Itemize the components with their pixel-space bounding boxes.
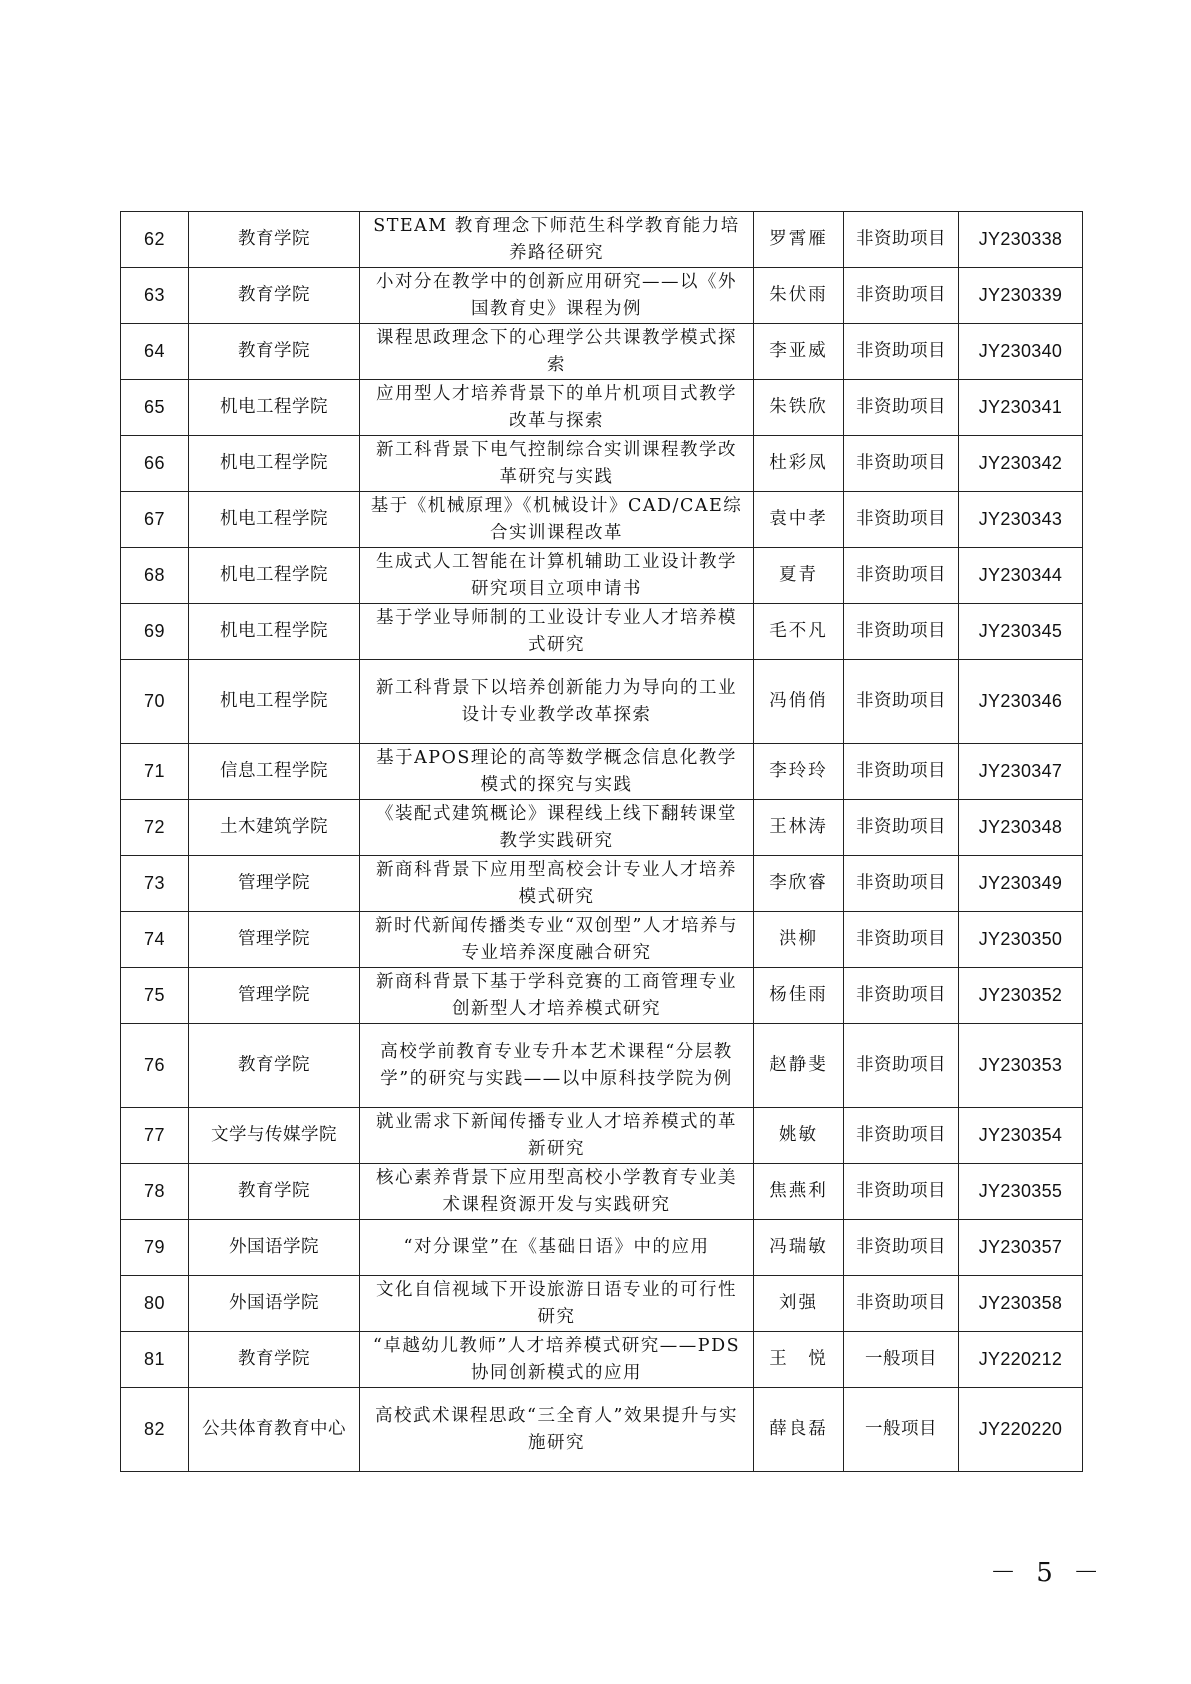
- cell-project-code: JY220220: [959, 1388, 1083, 1472]
- table-row: [121, 436, 1083, 492]
- cell-project-title: 基于学业导师制的工业设计专业人才培养模式研究: [360, 604, 754, 660]
- cell-college: 机电工程学院: [189, 380, 360, 436]
- cell-leader: 李玲玲: [754, 744, 844, 800]
- cell-project-code: JY230343: [959, 492, 1083, 548]
- cell-number: 71: [121, 744, 189, 800]
- cell-leader: 李欣睿: [754, 856, 844, 912]
- cell-leader: 李亚威: [754, 324, 844, 380]
- cell-category: 非资助项目: [844, 1024, 959, 1108]
- cell-category: 非资助项目: [844, 268, 959, 324]
- cell-leader: 焦燕利: [754, 1164, 844, 1220]
- table-row: [121, 1108, 1083, 1164]
- cell-category: 非资助项目: [844, 492, 959, 548]
- cell-college: 教育学院: [189, 1164, 360, 1220]
- cell-college: 公共体育教育中心: [189, 1388, 360, 1472]
- cell-category: 非资助项目: [844, 212, 959, 268]
- cell-project-code: JY230338: [959, 212, 1083, 268]
- cell-category: 非资助项目: [844, 1220, 959, 1276]
- cell-college: 信息工程学院: [189, 744, 360, 800]
- cell-category: 一般项目: [844, 1388, 959, 1472]
- cell-college: 管理学院: [189, 912, 360, 968]
- cell-college: 土木建筑学院: [189, 800, 360, 856]
- cell-category: 非资助项目: [844, 548, 959, 604]
- cell-project-code: JY230352: [959, 968, 1083, 1024]
- cell-project-title: 文化自信视域下开设旅游日语专业的可行性研究: [360, 1276, 754, 1332]
- cell-number: 68: [121, 548, 189, 604]
- cell-category: 非资助项目: [844, 324, 959, 380]
- cell-leader: 赵静斐: [754, 1024, 844, 1108]
- table-row: [121, 268, 1083, 324]
- cell-leader: 毛不凡: [754, 604, 844, 660]
- project-table: [120, 211, 1083, 1472]
- cell-project-code: JY230344: [959, 548, 1083, 604]
- cell-college: 文学与传媒学院: [189, 1108, 360, 1164]
- cell-project-code: JY230341: [959, 380, 1083, 436]
- table-row: [121, 800, 1083, 856]
- cell-project-code: JY220212: [959, 1332, 1083, 1388]
- cell-project-code: JY230348: [959, 800, 1083, 856]
- table-row: [121, 1164, 1083, 1220]
- cell-project-code: JY230357: [959, 1220, 1083, 1276]
- cell-project-code: JY230350: [959, 912, 1083, 968]
- table-row: [121, 912, 1083, 968]
- cell-category: 一般项目: [844, 1332, 959, 1388]
- cell-number: 76: [121, 1024, 189, 1108]
- cell-number: 79: [121, 1220, 189, 1276]
- cell-leader: 杨佳雨: [754, 968, 844, 1024]
- table-row: [121, 856, 1083, 912]
- cell-number: 72: [121, 800, 189, 856]
- cell-college: 机电工程学院: [189, 604, 360, 660]
- page-number: － 5 －: [990, 1558, 1106, 1588]
- cell-leader: 薛良磊: [754, 1388, 844, 1472]
- cell-leader: 袁中孝: [754, 492, 844, 548]
- table-row: [121, 660, 1083, 744]
- cell-project-title: 新工科背景下电气控制综合实训课程教学改革研究与实践: [360, 436, 754, 492]
- table-row: [121, 212, 1083, 268]
- cell-leader: 冯俏俏: [754, 660, 844, 744]
- cell-number: 67: [121, 492, 189, 548]
- table-row: [121, 548, 1083, 604]
- table-row: [121, 968, 1083, 1024]
- cell-project-title: 小对分在教学中的创新应用研究——以《外国教育史》课程为例: [360, 268, 754, 324]
- cell-category: 非资助项目: [844, 380, 959, 436]
- cell-project-code: JY230339: [959, 268, 1083, 324]
- cell-number: 69: [121, 604, 189, 660]
- cell-category: 非资助项目: [844, 1108, 959, 1164]
- cell-leader: 杜彩凤: [754, 436, 844, 492]
- cell-college: 教育学院: [189, 1332, 360, 1388]
- cell-number: 77: [121, 1108, 189, 1164]
- cell-college: 管理学院: [189, 856, 360, 912]
- cell-leader: 姚敏: [754, 1108, 844, 1164]
- table-row: [121, 1220, 1083, 1276]
- cell-leader: 罗霄雁: [754, 212, 844, 268]
- cell-project-title: 基于《机械原理》《机械设计》CAD/CAE综合实训课程改革: [360, 492, 754, 548]
- cell-project-title: 课程思政理念下的心理学公共课教学模式探索: [360, 324, 754, 380]
- cell-category: 非资助项目: [844, 968, 959, 1024]
- cell-project-title: 新工科背景下以培养创新能力为导向的工业设计专业教学改革探索: [360, 660, 754, 744]
- cell-project-title: 《装配式建筑概论》课程线上线下翻转课堂教学实践研究: [360, 800, 754, 856]
- cell-project-title: “对分课堂”在《基础日语》中的应用: [360, 1220, 754, 1276]
- cell-college: 教育学院: [189, 212, 360, 268]
- cell-category: 非资助项目: [844, 604, 959, 660]
- table-body: [121, 212, 1083, 1472]
- cell-project-code: JY230342: [959, 436, 1083, 492]
- cell-number: 73: [121, 856, 189, 912]
- cell-category: 非资助项目: [844, 856, 959, 912]
- cell-category: 非资助项目: [844, 744, 959, 800]
- table-row: [121, 1332, 1083, 1388]
- cell-project-code: JY230349: [959, 856, 1083, 912]
- table-row: [121, 1388, 1083, 1472]
- cell-number: 82: [121, 1388, 189, 1472]
- cell-college: 教育学院: [189, 324, 360, 380]
- cell-leader: 王林涛: [754, 800, 844, 856]
- cell-college: 机电工程学院: [189, 492, 360, 548]
- cell-college: 机电工程学院: [189, 548, 360, 604]
- cell-leader: 冯瑞敏: [754, 1220, 844, 1276]
- cell-college: 教育学院: [189, 268, 360, 324]
- cell-project-title: 新时代新闻传播类专业“双创型”人才培养与专业培养深度融合研究: [360, 912, 754, 968]
- cell-project-code: JY230353: [959, 1024, 1083, 1108]
- table-row: [121, 1276, 1083, 1332]
- table-row: [121, 744, 1083, 800]
- cell-college: 管理学院: [189, 968, 360, 1024]
- cell-project-title: 新商科背景下应用型高校会计专业人才培养模式研究: [360, 856, 754, 912]
- cell-category: 非资助项目: [844, 436, 959, 492]
- table-row: [121, 492, 1083, 548]
- cell-leader: 朱铁欣: [754, 380, 844, 436]
- cell-college: 机电工程学院: [189, 436, 360, 492]
- cell-category: 非资助项目: [844, 1164, 959, 1220]
- cell-project-title: 应用型人才培养背景下的单片机项目式教学改革与探索: [360, 380, 754, 436]
- cell-number: 70: [121, 660, 189, 744]
- cell-number: 80: [121, 1276, 189, 1332]
- cell-project-code: JY230355: [959, 1164, 1083, 1220]
- cell-leader: 朱伏雨: [754, 268, 844, 324]
- cell-college: 教育学院: [189, 1024, 360, 1108]
- cell-project-code: JY230345: [959, 604, 1083, 660]
- cell-leader: 王 悦: [754, 1332, 844, 1388]
- cell-project-title: STEAM 教育理念下师范生科学教育能力培养路径研究: [360, 212, 754, 268]
- cell-college: 外国语学院: [189, 1276, 360, 1332]
- cell-number: 78: [121, 1164, 189, 1220]
- cell-number: 74: [121, 912, 189, 968]
- table-row: [121, 604, 1083, 660]
- cell-number: 65: [121, 380, 189, 436]
- cell-category: 非资助项目: [844, 800, 959, 856]
- cell-number: 66: [121, 436, 189, 492]
- cell-number: 62: [121, 212, 189, 268]
- cell-project-title: 高校武术课程思政“三全育人”效果提升与实施研究: [360, 1388, 754, 1472]
- table-row: [121, 1024, 1083, 1108]
- cell-project-code: JY230347: [959, 744, 1083, 800]
- cell-project-code: JY230354: [959, 1108, 1083, 1164]
- cell-project-code: JY230358: [959, 1276, 1083, 1332]
- cell-college: 机电工程学院: [189, 660, 360, 744]
- cell-project-code: JY230346: [959, 660, 1083, 744]
- cell-project-title: 基于APOS理论的高等数学概念信息化教学模式的探究与实践: [360, 744, 754, 800]
- cell-project-code: JY230340: [959, 324, 1083, 380]
- cell-category: 非资助项目: [844, 912, 959, 968]
- cell-number: 81: [121, 1332, 189, 1388]
- cell-project-title: 高校学前教育专业专升本艺术课程“分层教学”的研究与实践——以中原科技学院为例: [360, 1024, 754, 1108]
- cell-number: 64: [121, 324, 189, 380]
- cell-category: 非资助项目: [844, 1276, 959, 1332]
- cell-project-title: 核心素养背景下应用型高校小学教育专业美术课程资源开发与实践研究: [360, 1164, 754, 1220]
- cell-leader: 夏青: [754, 548, 844, 604]
- table-row: [121, 380, 1083, 436]
- cell-project-title: 就业需求下新闻传播专业人才培养模式的革新研究: [360, 1108, 754, 1164]
- table-row: [121, 324, 1083, 380]
- cell-project-title: 生成式人工智能在计算机辅助工业设计教学研究项目立项申请书: [360, 548, 754, 604]
- cell-project-title: 新商科背景下基于学科竞赛的工商管理专业创新型人才培养模式研究: [360, 968, 754, 1024]
- cell-project-title: “卓越幼儿教师”人才培养模式研究——PDS 协同创新模式的应用: [360, 1332, 754, 1388]
- cell-category: 非资助项目: [844, 660, 959, 744]
- cell-leader: 洪柳: [754, 912, 844, 968]
- cell-college: 外国语学院: [189, 1220, 360, 1276]
- cell-leader: 刘强: [754, 1276, 844, 1332]
- cell-number: 75: [121, 968, 189, 1024]
- cell-number: 63: [121, 268, 189, 324]
